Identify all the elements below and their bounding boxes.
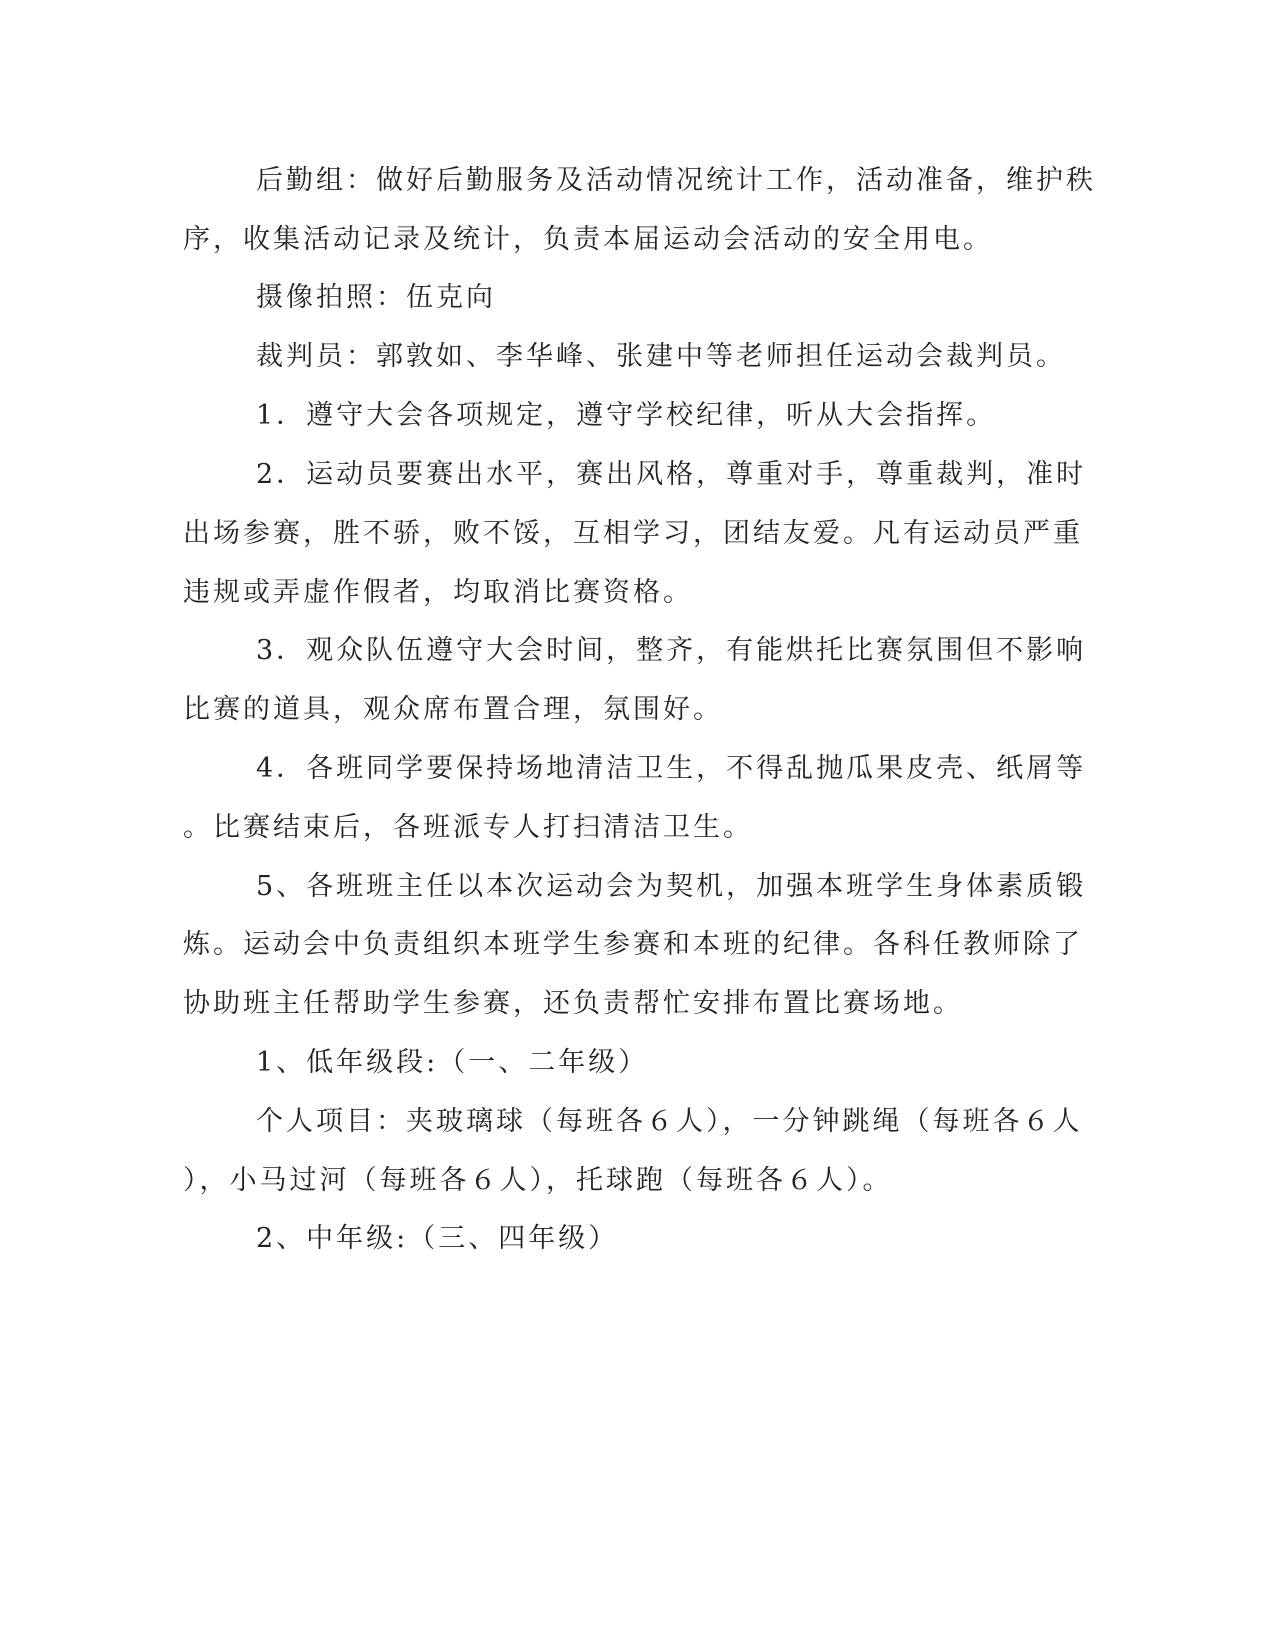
logistics-paragraph-line-1: 后勤组：做好后勤服务及活动情况统计工作，活动准备，维护秩	[256, 165, 1096, 196]
rule-5-line-3: 协助班主任帮助学生参赛，还负责帮忙安排布置比赛场地。	[183, 988, 963, 1019]
individual-events-line-1: 个人项目：夹玻璃球（每班各６人），一分钟跳绳（每班各６人	[256, 1106, 1083, 1137]
rule-4-line-1: 4．各班同学要保持场地清洁卫生，不得乱抛瓜果皮壳、纸屑等	[256, 753, 1087, 784]
rule-2-line-2: 出场参赛，胜不骄，败不馁，互相学习，团结友爱。凡有运动员严重	[183, 518, 1083, 549]
rule-1-line: 1．遵守大会各项规定，遵守学校纪律，听从大会指挥。	[256, 400, 997, 431]
rule-3-line-1: 3．观众队伍遵守大会时间，整齐，有能烘托比赛氛围但不影响	[256, 635, 1087, 666]
photography-line: 摄像拍照：伍克向	[256, 282, 496, 313]
middle-grade-heading: 2、中年级:（三、四年级）	[256, 1223, 619, 1254]
individual-events-line-2: ），小马过河（每班各６人），托球跑（每班各６人）。	[183, 1165, 893, 1196]
logistics-paragraph-line-2: 序，收集活动记录及统计，负责本届运动会活动的安全用电。	[183, 224, 993, 255]
rule-2-line-3: 违规或弄虚作假者，均取消比赛资格。	[183, 577, 693, 608]
lower-grade-heading: 1、低年级段:（一、二年级）	[256, 1047, 649, 1078]
rule-4-line-2: 。比赛结束后，各班派专人打扫清洁卫生。	[183, 812, 753, 843]
rule-5-line-2: 炼。运动会中负责组织本班学生参赛和本班的纪律。各科任教师除了	[183, 929, 1083, 960]
rule-5-line-1: 5、各班班主任以本次运动会为契机，加强本班学生身体素质锻	[256, 871, 1087, 902]
rule-2-line-1: 2．运动员要赛出水平，赛出风格，尊重对手，尊重裁判，准时	[256, 459, 1087, 490]
rule-3-line-2: 比赛的道具，观众席布置合理，氛围好。	[183, 694, 723, 725]
referee-line: 裁判员：郭敦如、李华峰、张建中等老师担任运动会裁判员。	[256, 341, 1066, 372]
